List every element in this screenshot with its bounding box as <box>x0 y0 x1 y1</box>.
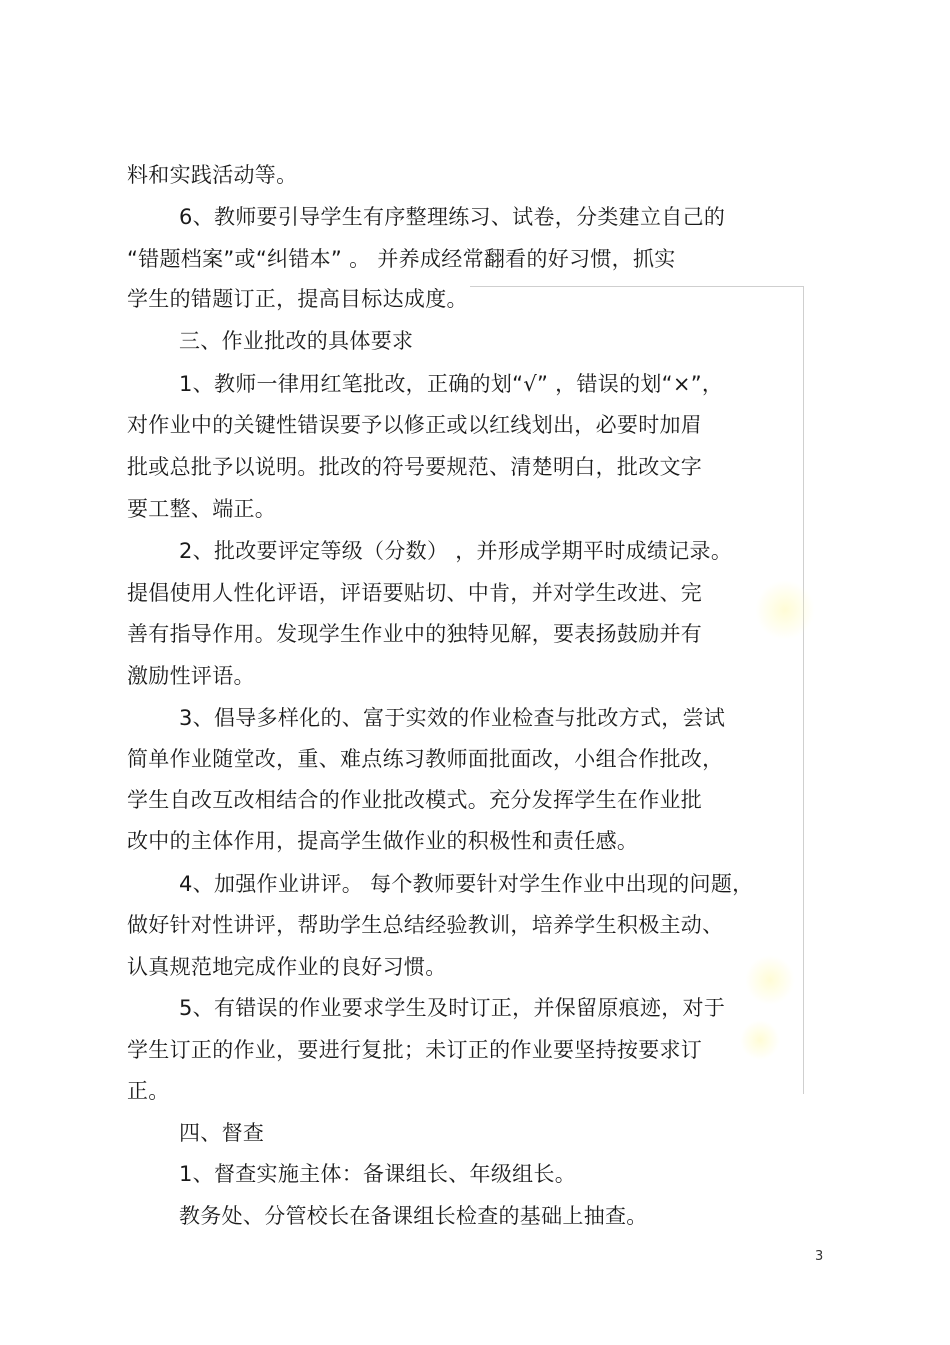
text-line: 简单作业随堂改，重、难点练习教师面批面改，小组合作批改， <box>127 747 724 771</box>
text-line: 学生的错题订正，提高目标达成度。 <box>127 287 468 311</box>
text-line: 正。 <box>127 1079 170 1103</box>
text-line: 要工整、端正。 <box>127 497 277 521</box>
paper-glow <box>755 580 815 640</box>
paper-glow <box>745 955 795 1005</box>
text-line: 教务处、分管校长在备课组长检查的基础上抽查。 <box>179 1204 648 1228</box>
text-line: 3、倡导多样化的、富于实效的作业检查与批改方式，尝试 <box>179 706 726 730</box>
text-line: 料和实践活动等。 <box>127 163 298 187</box>
text-line: 改中的主体作用，提高学生做作业的积极性和责任感。 <box>127 829 639 853</box>
text-line: “错题档案”或“纠错本” 。 并养成经常翻看的好习惯，抓实 <box>127 247 676 271</box>
text-line: 2、批改要评定等级（分数） ，并形成学期平时成绩记录。 <box>179 539 733 563</box>
text-line: 提倡使用人性化评语，评语要贴切、中肯，并对学生改进、完 <box>127 581 703 605</box>
section-heading: 三、作业批改的具体要求 <box>179 329 414 353</box>
text-line: 1、督查实施主体：备课组长、年级组长。 <box>179 1162 577 1186</box>
text-line: 6、教师要引导学生有序整理练习、试卷，分类建立自己的 <box>179 205 726 229</box>
text-line: 4、加强作业讲评。 每个教师要针对学生作业中出现的问题， <box>179 872 754 896</box>
paper-glow <box>740 1020 780 1060</box>
frame-top-border <box>470 286 804 287</box>
text-line: 学生自改互改相结合的作业批改模式。充分发挥学生在作业批 <box>127 788 703 812</box>
text-line: 对作业中的关键性错误要予以修正或以红线划出，必要时加眉 <box>127 413 703 437</box>
frame-right-border <box>803 286 804 1094</box>
section-heading: 四、督查 <box>179 1121 265 1145</box>
text-line: 5、有错误的作业要求学生及时订正，并保留原痕迹，对于 <box>179 996 726 1020</box>
text-line: 激励性评语。 <box>127 664 255 688</box>
page-number: 3 <box>815 1249 824 1264</box>
text-line: 认真规范地完成作业的良好习惯。 <box>127 955 447 979</box>
text-line: 善有指导作用。发现学生作业中的独特见解，要表扬鼓励并有 <box>127 622 703 646</box>
text-line: 1、教师一律用红笔批改，正确的划“√” ，错误的划“×”， <box>179 372 724 396</box>
text-line: 批或总批予以说明。批改的符号要规范、清楚明白，批改文字 <box>127 455 703 479</box>
text-line: 做好针对性讲评，帮助学生总结经验教训，培养学生积极主动、 <box>127 913 724 937</box>
text-line: 学生订正的作业，要进行复批；未订正的作业要坚持按要求订 <box>127 1038 703 1062</box>
